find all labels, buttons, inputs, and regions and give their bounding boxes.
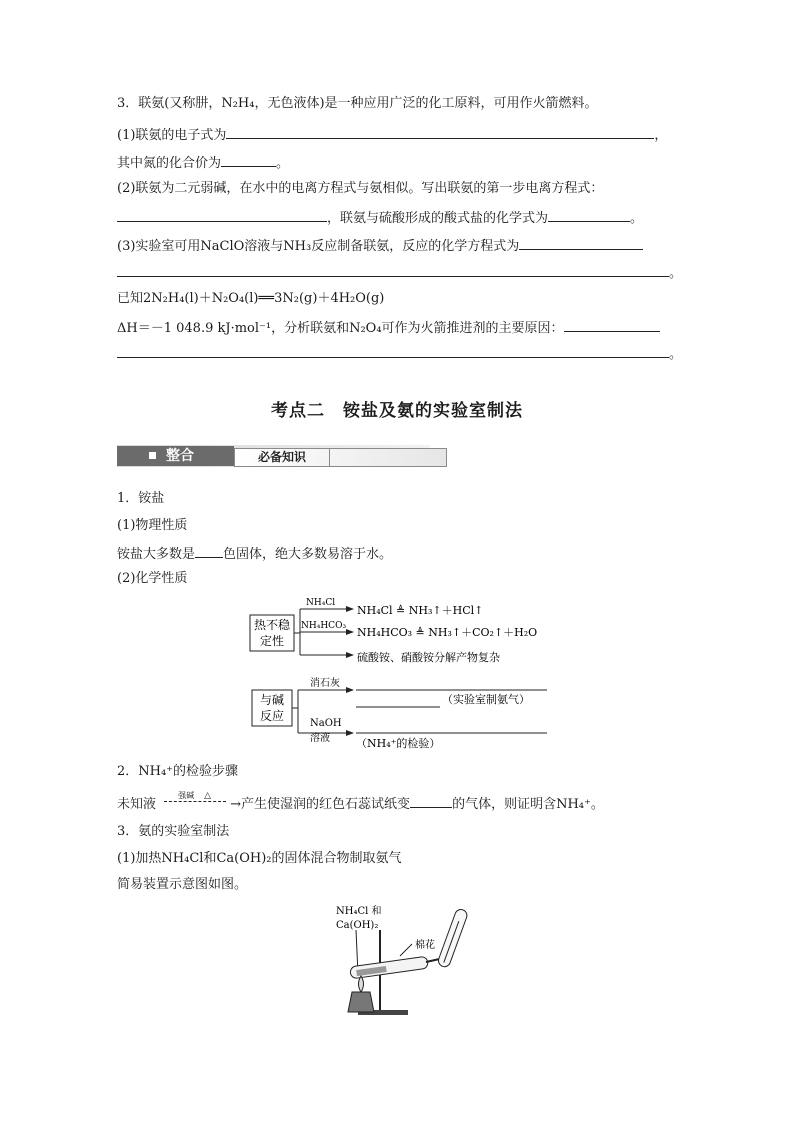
s1-phys-b: 色固体，绝大多数易溶于水。 xyxy=(223,547,393,562)
section-banner xyxy=(117,445,430,467)
arrow-bottom-label: △ xyxy=(204,791,212,801)
s3-heading: 3．氨的实验室制法 xyxy=(117,824,230,839)
q3-part1-line xyxy=(117,124,667,145)
arrow-label-slaked-lime: 消石灰 xyxy=(310,678,340,689)
q3-part2-line: (2)联氨为二元弱碱，在水中的电离方程式与氨相似。写出联氨的第一步电离方程式： xyxy=(117,181,604,196)
box-base-line2: 反应 xyxy=(259,709,285,723)
dash-line xyxy=(164,801,226,802)
reagent-label-1: NH₄Cl 和 xyxy=(336,906,382,917)
arrow-label-nh4cl: NH₄Cl xyxy=(306,598,336,608)
reaction-arrow xyxy=(160,793,230,811)
answer-blank[interactable] xyxy=(221,152,276,167)
arrow-label-naoh: NaOH xyxy=(310,718,342,729)
box-thermal-line1: 热不稳 xyxy=(253,618,291,632)
s3-p1: (1)加热NH₄Cl和Ca(OH)₂的固体混合物制取氨气 xyxy=(117,851,402,866)
s3-p2: 简易装置示意图如图。 xyxy=(117,877,248,892)
box-base-line1: 与碱 xyxy=(259,693,285,707)
answer-blank[interactable] xyxy=(548,207,630,222)
s2-heading: 2．NH₄⁺的检验步骤 xyxy=(117,764,239,779)
s2-line xyxy=(117,793,604,814)
answer-blank[interactable] xyxy=(226,124,654,139)
q3-dh-line2 xyxy=(117,343,682,364)
banner-tag-label: 整合 xyxy=(166,448,194,464)
s1-phys-a: 铵盐大多数是 xyxy=(117,547,196,562)
punct: 。 xyxy=(276,156,290,171)
punct: 。 xyxy=(669,347,683,362)
cotton-label: 棉花 xyxy=(415,940,435,951)
apparatus-illustration xyxy=(330,900,480,1018)
punct: 。 xyxy=(669,266,683,281)
s2-text-b: →产生使湿润的红色石蕊试纸变 xyxy=(230,797,411,812)
q3-part3-text: (3)实验室可用NaClO溶液与NH₃反应制备联氨，反应的化学方程式为 xyxy=(117,239,520,254)
s2-text-c: 的气体，则证明含NH₄⁺。 xyxy=(452,797,604,812)
s1-heading: 1．铵盐 xyxy=(117,491,165,506)
section-title: 考点二 铵盐及氨的实验室制法 xyxy=(271,401,523,421)
s1-p2: (2)化学性质 xyxy=(117,571,188,586)
equation-3: 硫酸铵、硝酸铵分解产物复杂 xyxy=(357,651,500,664)
answer-blank[interactable] xyxy=(117,207,327,222)
answer-blank[interactable] xyxy=(117,343,669,358)
banner-subtag xyxy=(234,448,447,467)
punct: ， xyxy=(654,128,668,143)
s2-unknown: 未知液 xyxy=(117,797,157,812)
q3-part3b-line xyxy=(117,262,682,283)
q3-dh-text: ΔH＝－1 048.9 kJ·mol⁻¹，分析联氨和N₂O₄可作为火箭推进剂的主要原因： xyxy=(117,321,564,336)
note-nh4-test: （NH₄⁺的检验） xyxy=(356,737,441,750)
q3-part2b-line xyxy=(117,207,643,228)
q3-intro: 3．联氨(又称肼，N₂H₄，无色液体)是一种应用广泛的化工原料，可用作火箭燃料。 xyxy=(117,96,598,111)
q3-dh-line xyxy=(117,317,660,338)
q3-part3-line xyxy=(117,235,643,256)
ammonium-salt-diagram xyxy=(240,595,560,755)
q3-part1b-line xyxy=(117,152,289,173)
square-icon xyxy=(149,452,156,459)
q3-part2b-text: ，联氨与硫酸形成的酸式盐的化学式为 xyxy=(327,211,549,226)
s1-p1: (1)物理性质 xyxy=(117,518,188,533)
answer-blank[interactable] xyxy=(195,543,223,558)
box-thermal-line2: 定性 xyxy=(259,634,285,648)
punct: 。 xyxy=(630,211,644,226)
banner-subtag-label: 必备知识 xyxy=(235,449,330,466)
arrow-top-label: 强碱 xyxy=(178,791,195,800)
banner-tag xyxy=(117,446,234,466)
reagent-label-2: Ca(OH)₂ xyxy=(336,920,379,931)
q3-known-line: 已知2N₂H₄(l)＋N₂O₄(l)══3N₂(g)＋4H₂O(g) xyxy=(117,291,385,306)
answer-blank[interactable] xyxy=(410,793,452,808)
s1-phys-line xyxy=(117,543,392,564)
note-lab-ammonia: （实验室制氨气） xyxy=(442,693,530,706)
q3-part1-text: (1)联氨的电子式为 xyxy=(117,128,227,143)
answer-blank[interactable] xyxy=(564,317,660,332)
equation-1: NH₄Cl ≜ NH₃↑＋HCl↑ xyxy=(357,604,484,617)
answer-blank[interactable] xyxy=(519,235,643,250)
arrow-label-nh4hco3: NH₄HCO₃ xyxy=(301,621,347,631)
equation-2: NH₄HCO₃ ≜ NH₃↑＋CO₂↑＋H₂O xyxy=(357,626,538,639)
q3-part1b-text: 其中氮的化合价为 xyxy=(117,156,222,171)
arrow-label-solution: 溶液 xyxy=(310,733,330,744)
answer-blank[interactable] xyxy=(117,262,669,277)
